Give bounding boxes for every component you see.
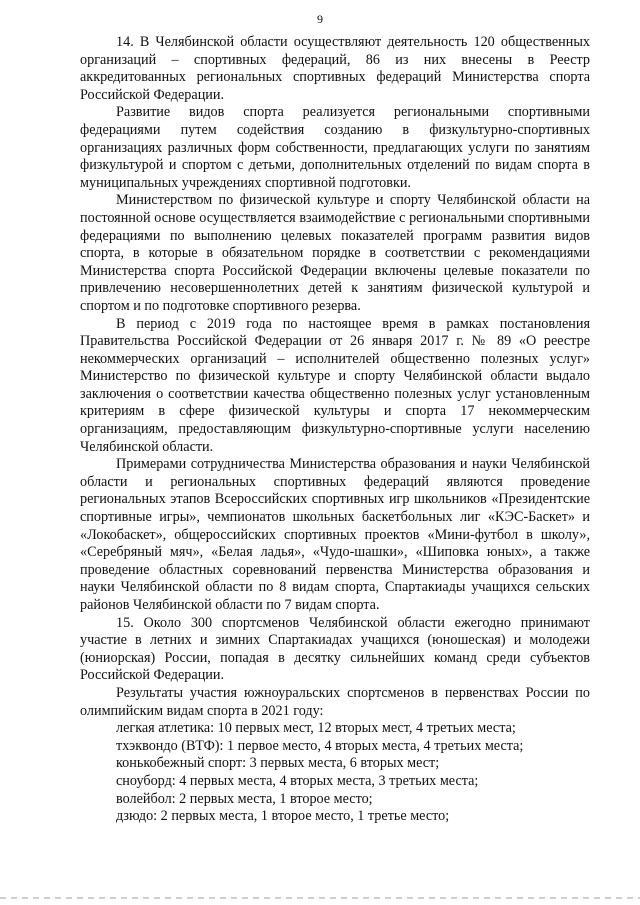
paragraph: Министерством по физической культуре и спорту Челябинской области на постоянной основе осуществляется взаимодействие с региональными спортивными федерациями по выполнению целевых показателей программ развития видов спорта, в которые в обязательном порядке в соответствии с рекомендациями Министерства спорта Российской Федерации включены целевые показатели по привлечению несовершеннолетних детей к занятиям физической культурой и спортом и по подготовке спортивного резерва.: [80, 192, 590, 314]
paragraph: 15. Около 300 спортсменов Челябинской области ежегодно принимают участие в летних и зимних Спартакиадах учащихся (юношеская) и молодежи (юниорская) России, попадая в десятку сильнейших команд среди субъектов Российской Федерации.: [80, 614, 590, 684]
result-item: волейбол: 2 первых места, 1 второе место;: [116, 790, 373, 807]
paragraph: Результаты участия южноуральских спортсменов в первенствах России по олимпийским видам спорта в 2021 году:: [80, 684, 590, 719]
document-body: [80, 34, 590, 826]
paragraph: В период с 2019 года по настоящее время в рамках постановления Правительства Российской Федерации от 26 января 2017 г. № 89 «О реестре некоммерческих организаций – исполнителей общественно полезных услуг» Министерство по физической культуре и спорту Челябинской области выдало заключения о соответствии качества общественно полезных услуг установленным критериям в сфере физической культуры и спорта 17 некоммерческим организациям, предоставляющим физкультурно-спортивные услуги населению Челябинской области.: [80, 315, 590, 455]
page-number: 9: [317, 12, 323, 26]
paragraph: Примерами сотрудничества Министерства образования и науки Челябинской области и региональных спортивных федераций являются проведение региональных этапов Всероссийских спортивных игр школьников «Президентские спортивные игры», чемпионатов школьных баскетбольных лиг «КЭС-Баскет» и «Локобаскет», общероссийских спортивных проектов «Мини-футбол в школу», «Серебряный мяч», «Белая ладья», «Чудо-шашки», «Шиповка юных», а также проведение областных соревнований первенства Министерства образования и науки Челябинской области по 8 видам спорта, Спартакиады учащихся сельских районов Челябинской области по 7 видам спорта.: [80, 456, 590, 613]
result-item: сноуборд: 4 первых места, 4 вторых места, 3 третьих места;: [116, 772, 479, 789]
result-item: тхэквондо (ВТФ): 1 первое место, 4 вторых места, 4 третьих места;: [116, 737, 524, 754]
result-item: легкая атлетика: 10 первых мест, 12 вторых мест, 4 третьих места;: [116, 720, 516, 737]
paragraph: 14. В Челябинской области осуществляют деятельность 120 общественных организаций – спортивных федераций, 86 из них внесены в Реестр аккредитованных региональных спортивных федераций Министерства спорта Российской Федерации.: [80, 34, 590, 103]
scan-artifact-line: [0, 897, 640, 899]
result-item: дзюдо: 2 первых места, 1 второе место, 1 третье место;: [116, 808, 450, 825]
paragraph: Развитие видов спорта реализуется региональными спортивными федерациями путем содействия созданию в физкультурно-спортивных организациях различных форм собственности, предлагающих услуги по занятиям физкультурой и спортом с детьми, дополнительных отделений по видам спорта в муниципальных учреждениях спортивной подготовки.: [80, 104, 590, 191]
result-item: конькобежный спорт: 3 первых места, 6 вторых мест;: [116, 755, 440, 772]
